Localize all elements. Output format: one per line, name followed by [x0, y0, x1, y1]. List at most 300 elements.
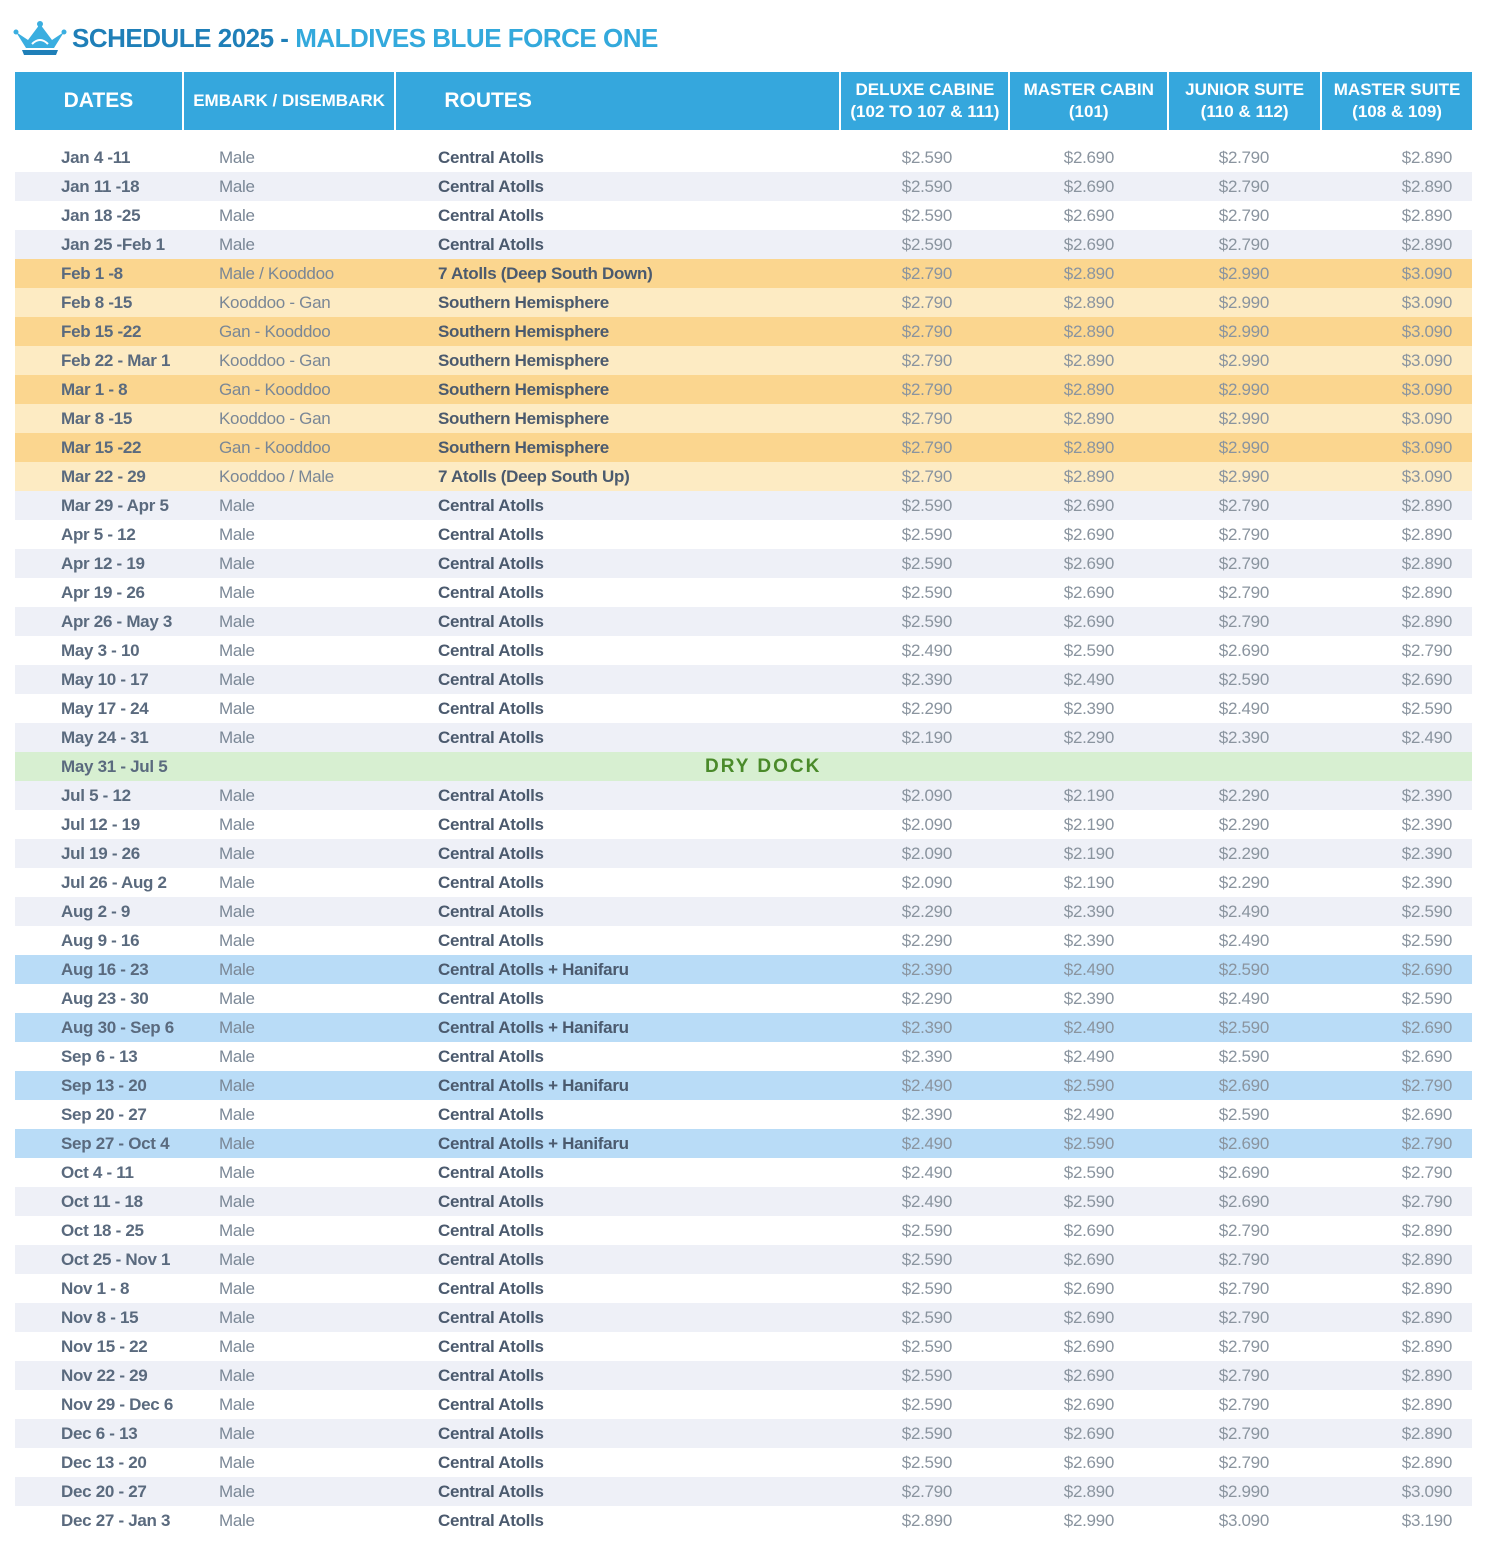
route-cell: Central Atolls [438, 988, 544, 1008]
route-cell: Central Atolls [438, 843, 544, 863]
price-master-cabin-cell: $2.690 [1063, 553, 1114, 573]
header-deluxe [841, 72, 1010, 130]
table-row [15, 1216, 1472, 1245]
price-junior-suite-cell: $2.690 [1218, 1075, 1269, 1095]
route-cell: Southern Hemisphere [438, 292, 609, 312]
embark-cell: Male [219, 611, 255, 631]
price-deluxe-cell: $2.290 [901, 988, 952, 1008]
price-master-suite-cell: $2.890 [1401, 495, 1452, 515]
price-deluxe-cell: $2.590 [901, 205, 952, 225]
date-cell: Mar 8 -15 [61, 408, 133, 428]
header-dates [15, 72, 184, 130]
price-master-cabin-cell: $2.890 [1063, 379, 1114, 399]
table-row [15, 694, 1472, 723]
price-deluxe-cell: $2.790 [901, 292, 952, 312]
date-cell: Apr 12 - 19 [61, 553, 145, 573]
price-deluxe-cell: $2.590 [901, 147, 952, 167]
embark-cell: Kooddoo / Male [219, 466, 334, 486]
price-junior-suite-cell: $2.990 [1218, 321, 1269, 341]
price-junior-suite-cell: $2.990 [1218, 263, 1269, 283]
route-cell: Central Atolls [438, 1365, 544, 1385]
price-junior-suite-cell: $2.790 [1218, 1307, 1269, 1327]
route-cell: Central Atolls [438, 524, 544, 544]
price-deluxe-cell: $2.090 [901, 872, 952, 892]
price-junior-suite-cell: $2.990 [1218, 466, 1269, 486]
price-master-cabin-cell: $2.690 [1063, 524, 1114, 544]
price-deluxe-cell: $2.590 [901, 611, 952, 631]
route-cell: Central Atolls [438, 1336, 544, 1356]
date-cell: Dec 13 - 20 [61, 1452, 147, 1472]
embark-cell: Male [219, 1452, 255, 1472]
table-row [15, 1506, 1472, 1535]
header-routes-label: ROUTES [444, 89, 532, 112]
price-master-suite-cell: $2.890 [1401, 1452, 1452, 1472]
embark-cell: Male [219, 147, 255, 167]
table-row [15, 1071, 1472, 1100]
date-cell: Nov 1 - 8 [61, 1278, 130, 1298]
date-cell: Mar 15 -22 [61, 437, 142, 457]
date-cell: Dec 6 - 13 [61, 1423, 138, 1443]
price-deluxe-cell: $2.290 [901, 698, 952, 718]
price-master-suite-cell: $2.890 [1401, 611, 1452, 631]
date-cell: Dec 27 - Jan 3 [61, 1510, 171, 1530]
price-deluxe-cell: $2.390 [901, 1046, 952, 1066]
price-deluxe-cell: $2.490 [901, 1133, 952, 1153]
price-junior-suite-cell: $2.990 [1218, 408, 1269, 428]
embark-cell: Male [219, 1017, 255, 1037]
header-master-line2: (101) [1068, 102, 1109, 121]
table-row [15, 1013, 1472, 1042]
price-junior-suite-cell: $2.990 [1218, 350, 1269, 370]
price-master-cabin-cell: $2.690 [1063, 147, 1114, 167]
embark-cell: Kooddoo - Gan [219, 408, 331, 428]
header-embark [184, 72, 397, 130]
price-master-suite-cell: $2.590 [1401, 901, 1452, 921]
price-master-suite-cell: $2.790 [1401, 1133, 1452, 1153]
price-master-suite-cell: $2.890 [1401, 1220, 1452, 1240]
route-cell: Central Atolls + Hanifaru [438, 1075, 629, 1095]
price-master-cabin-cell: $2.690 [1063, 1365, 1114, 1385]
price-master-suite-cell: $3.090 [1401, 466, 1452, 486]
route-cell: Central Atolls [438, 1423, 544, 1443]
route-cell: Central Atolls [438, 1481, 544, 1501]
route-cell: Central Atolls + Hanifaru [438, 959, 629, 979]
table-row [15, 375, 1472, 404]
price-master-suite-cell: $2.890 [1401, 1307, 1452, 1327]
embark-cell: Male [219, 698, 255, 718]
date-cell: Sep 13 - 20 [61, 1075, 147, 1095]
table-row [15, 230, 1472, 259]
header-msuite-line1: MASTER SUITE [1333, 80, 1461, 99]
price-junior-suite-cell: $2.790 [1218, 1423, 1269, 1443]
table-row [15, 1042, 1472, 1071]
price-junior-suite-cell: $2.790 [1218, 1394, 1269, 1414]
price-master-suite-cell: $3.090 [1401, 350, 1452, 370]
price-master-cabin-cell: $2.890 [1063, 437, 1114, 457]
price-junior-suite-cell: $2.590 [1218, 1046, 1269, 1066]
embark-cell: Male [219, 1278, 255, 1298]
date-cell: Feb 22 - Mar 1 [61, 350, 171, 370]
price-master-suite-cell: $2.690 [1401, 959, 1452, 979]
date-cell: Apr 26 - May 3 [61, 611, 173, 631]
embark-cell: Male [219, 1365, 255, 1385]
price-deluxe-cell: $2.590 [901, 234, 952, 254]
embark-cell: Male [219, 1075, 255, 1095]
price-junior-suite-cell: $2.790 [1218, 553, 1269, 573]
embark-cell: Male [219, 1336, 255, 1356]
embark-cell: Male [219, 495, 255, 515]
date-cell: Sep 6 - 13 [61, 1046, 138, 1066]
price-deluxe-cell: $2.590 [901, 176, 952, 196]
page-title [72, 23, 658, 54]
table-row [15, 1129, 1472, 1158]
date-cell: Nov 29 - Dec 6 [61, 1394, 174, 1414]
route-cell: 7 Atolls (Deep South Down) [438, 263, 653, 283]
route-cell: Central Atolls [438, 698, 544, 718]
table-row [15, 781, 1472, 810]
header-msuite-line2: (108 & 109) [1352, 102, 1442, 121]
embark-cell: Male [219, 872, 255, 892]
price-master-suite-cell: $2.790 [1401, 1075, 1452, 1095]
price-master-suite-cell: $2.690 [1401, 1046, 1452, 1066]
price-deluxe-cell: $2.590 [901, 1423, 952, 1443]
header-junior-suite [1169, 72, 1322, 130]
price-master-cabin-cell: $2.190 [1063, 872, 1114, 892]
price-master-cabin-cell: $2.390 [1063, 988, 1114, 1008]
date-cell: May 10 - 17 [61, 669, 149, 689]
price-master-suite-cell: $2.690 [1401, 669, 1452, 689]
table-row [15, 433, 1472, 462]
date-cell: Jul 19 - 26 [61, 843, 140, 863]
header-junior-line2: (110 & 112) [1200, 102, 1289, 121]
date-cell: May 24 - 31 [61, 727, 149, 747]
price-junior-suite-cell: $2.990 [1218, 437, 1269, 457]
header-deluxe-line1: DELUXE CABINE [855, 80, 995, 99]
price-master-cabin-cell: $2.490 [1063, 669, 1114, 689]
price-deluxe-cell: $2.190 [901, 727, 952, 747]
table-row [15, 143, 1472, 172]
price-master-cabin-cell: $2.890 [1063, 292, 1114, 312]
date-cell: Jul 12 - 19 [61, 814, 140, 834]
price-junior-suite-cell: $2.790 [1218, 1220, 1269, 1240]
price-junior-suite-cell: $2.690 [1218, 1191, 1269, 1211]
date-cell: Aug 2 - 9 [61, 901, 131, 921]
table-row [15, 665, 1472, 694]
date-cell: Mar 1 - 8 [61, 379, 128, 399]
price-master-suite-cell: $3.090 [1401, 379, 1452, 399]
embark-cell: Male [219, 1104, 255, 1124]
date-cell: Jan 11 -18 [61, 176, 140, 196]
price-junior-suite-cell: $2.990 [1218, 379, 1269, 399]
price-junior-suite-cell: $2.790 [1218, 1278, 1269, 1298]
embark-cell: Gan - Kooddoo [219, 321, 331, 341]
date-cell: Aug 23 - 30 [61, 988, 149, 1008]
price-master-cabin-cell: $2.690 [1063, 495, 1114, 515]
price-junior-suite-cell: $2.790 [1218, 1336, 1269, 1356]
price-deluxe-cell: $2.290 [901, 901, 952, 921]
table-row [15, 201, 1472, 230]
embark-cell: Male / Kooddoo [219, 263, 334, 283]
price-junior-suite-cell: $2.790 [1218, 1249, 1269, 1269]
price-master-suite-cell: $2.890 [1401, 205, 1452, 225]
price-master-suite-cell: $3.190 [1401, 1510, 1452, 1530]
price-master-cabin-cell: $2.890 [1063, 321, 1114, 341]
date-cell: Sep 27 - Oct 4 [61, 1133, 170, 1153]
price-junior-suite-cell: $2.790 [1218, 234, 1269, 254]
route-cell: Central Atolls [438, 611, 544, 631]
embark-cell: Male [219, 1510, 255, 1530]
route-cell: Central Atolls [438, 1307, 544, 1327]
table-row [15, 549, 1472, 578]
price-master-suite-cell: $2.690 [1401, 1017, 1452, 1037]
embark-cell: Male [219, 524, 255, 544]
embark-cell: Male [219, 843, 255, 863]
price-master-suite-cell: $3.090 [1401, 437, 1452, 457]
price-deluxe-cell: $2.490 [901, 1162, 952, 1182]
price-master-cabin-cell: $2.690 [1063, 1452, 1114, 1472]
price-deluxe-cell: $2.590 [901, 553, 952, 573]
price-master-cabin-cell: $2.690 [1063, 1278, 1114, 1298]
header-dates-label: DATES [63, 89, 134, 112]
embark-cell: Male [219, 1191, 255, 1211]
table-row [15, 259, 1472, 288]
price-master-cabin-cell: $2.690 [1063, 1423, 1114, 1443]
date-cell: Mar 29 - Apr 5 [61, 495, 169, 515]
crown-logo-icon [12, 18, 68, 58]
route-cell: Central Atolls [438, 872, 544, 892]
embark-cell: Male [219, 1133, 255, 1153]
price-master-cabin-cell: $2.690 [1063, 1394, 1114, 1414]
date-cell: Oct 18 - 25 [61, 1220, 144, 1240]
date-cell: Aug 16 - 23 [61, 959, 149, 979]
date-cell: Jan 4 -11 [61, 147, 131, 167]
price-master-cabin-cell: $2.490 [1063, 1046, 1114, 1066]
date-cell: May 3 - 10 [61, 640, 140, 660]
price-master-cabin-cell: $2.590 [1063, 1191, 1114, 1211]
route-cell: Southern Hemisphere [438, 350, 609, 370]
price-master-suite-cell: $3.090 [1401, 1481, 1452, 1501]
price-junior-suite-cell: $2.690 [1218, 1162, 1269, 1182]
price-master-cabin-cell: $2.690 [1063, 1220, 1114, 1240]
embark-cell: Male [219, 930, 255, 950]
embark-cell: Male [219, 1046, 255, 1066]
embark-cell: Male [219, 727, 255, 747]
price-junior-suite-cell: $2.790 [1218, 524, 1269, 544]
date-cell: Feb 8 -15 [61, 292, 132, 312]
price-deluxe-cell: $2.090 [901, 814, 952, 834]
price-master-cabin-cell: $2.190 [1063, 843, 1114, 863]
embark-cell: Male [219, 234, 255, 254]
header-deluxe-line2: (102 TO 107 & 111) [850, 102, 1000, 121]
price-junior-suite-cell: $2.790 [1218, 582, 1269, 602]
embark-cell: Male [219, 1162, 255, 1182]
embark-cell: Male [219, 959, 255, 979]
route-cell: Central Atolls [438, 176, 544, 196]
price-master-cabin-cell: $2.590 [1063, 1133, 1114, 1153]
date-cell: Oct 25 - Nov 1 [61, 1249, 171, 1269]
price-master-suite-cell: $2.590 [1401, 988, 1452, 1008]
date-cell: Jul 26 - Aug 2 [61, 872, 167, 892]
embark-cell: Male [219, 988, 255, 1008]
price-deluxe-cell: $2.090 [901, 785, 952, 805]
price-deluxe-cell: $2.590 [901, 1278, 952, 1298]
embark-cell: Male [219, 1481, 255, 1501]
price-master-cabin-cell: $2.690 [1063, 1307, 1114, 1327]
date-cell: Jan 18 -25 [61, 205, 141, 225]
price-junior-suite-cell: $2.990 [1218, 292, 1269, 312]
embark-cell: Male [219, 582, 255, 602]
price-master-cabin-cell: $2.190 [1063, 814, 1114, 834]
price-master-cabin-cell: $2.690 [1063, 611, 1114, 631]
price-junior-suite-cell: $2.290 [1218, 843, 1269, 863]
table-row [15, 636, 1472, 665]
date-cell: Jul 5 - 12 [61, 785, 131, 805]
table-row [15, 317, 1472, 346]
route-cell: Central Atolls [438, 147, 544, 167]
price-junior-suite-cell: $2.790 [1218, 176, 1269, 196]
route-cell: Southern Hemisphere [438, 408, 609, 428]
date-cell: Sep 20 - 27 [61, 1104, 147, 1124]
price-master-suite-cell: $3.090 [1401, 408, 1452, 428]
price-master-suite-cell: $2.890 [1401, 147, 1452, 167]
price-junior-suite-cell: $2.690 [1218, 1133, 1269, 1153]
price-master-cabin-cell: $2.690 [1063, 582, 1114, 602]
schedule-table [15, 72, 1472, 1535]
table-row [15, 1187, 1472, 1216]
price-deluxe-cell: $2.590 [901, 495, 952, 515]
table-row [15, 1390, 1472, 1419]
price-junior-suite-cell: $2.790 [1218, 495, 1269, 515]
price-deluxe-cell: $2.090 [901, 843, 952, 863]
table-row [15, 172, 1472, 201]
price-master-suite-cell: $2.790 [1401, 640, 1452, 660]
price-junior-suite-cell: $2.590 [1218, 959, 1269, 979]
table-row [15, 288, 1472, 317]
header-master-line1: MASTER CABIN [1023, 80, 1154, 99]
table-row [15, 955, 1472, 984]
title-schedule: SCHEDULE 2025 - [72, 22, 289, 53]
title-ship: MALDIVES BLUE FORCE ONE [288, 22, 658, 53]
route-cell: Central Atolls [438, 582, 544, 602]
table-body [15, 143, 1472, 1535]
price-deluxe-cell: $2.590 [901, 582, 952, 602]
price-junior-suite-cell: $2.590 [1218, 669, 1269, 689]
route-cell: Central Atolls [438, 727, 544, 747]
embark-cell: Male [219, 814, 255, 834]
date-cell: Apr 5 - 12 [61, 524, 136, 544]
route-cell: Southern Hemisphere [438, 379, 609, 399]
header-embark-label: EMBARK / DISEMBARK [193, 91, 385, 110]
price-master-suite-cell: $3.090 [1401, 292, 1452, 312]
price-deluxe-cell: $2.490 [901, 1191, 952, 1211]
table-row [15, 1361, 1472, 1390]
price-junior-suite-cell: $2.590 [1218, 1017, 1269, 1037]
price-deluxe-cell: $2.790 [901, 263, 952, 283]
price-master-cabin-cell: $2.890 [1063, 408, 1114, 428]
embark-cell: Gan - Kooddoo [219, 379, 331, 399]
embark-cell: Male [219, 1394, 255, 1414]
price-master-cabin-cell: $2.890 [1063, 350, 1114, 370]
price-deluxe-cell: $2.490 [901, 640, 952, 660]
price-deluxe-cell: $2.390 [901, 959, 952, 979]
price-junior-suite-cell: $2.990 [1218, 1481, 1269, 1501]
table-row [15, 578, 1472, 607]
price-master-cabin-cell: $2.590 [1063, 1075, 1114, 1095]
route-cell: Central Atolls [438, 1452, 544, 1472]
route-cell: Central Atolls [438, 785, 544, 805]
route-cell: Central Atolls [438, 1046, 544, 1066]
date-cell: Aug 9 - 16 [61, 930, 140, 950]
price-master-suite-cell: $3.090 [1401, 321, 1452, 341]
date-cell: Feb 15 -22 [61, 321, 142, 341]
price-master-cabin-cell: $2.490 [1063, 959, 1114, 979]
route-cell: Central Atolls [438, 1104, 544, 1124]
route-cell: Central Atolls [438, 495, 544, 515]
table-row [15, 1245, 1472, 1274]
embark-cell: Male [219, 205, 255, 225]
price-master-suite-cell: $2.890 [1401, 176, 1452, 196]
price-master-cabin-cell: $2.690 [1063, 1249, 1114, 1269]
price-master-suite-cell: $2.890 [1401, 1249, 1452, 1269]
price-master-suite-cell: $2.390 [1401, 843, 1452, 863]
price-junior-suite-cell: $2.290 [1218, 872, 1269, 892]
price-deluxe-cell: $2.590 [901, 524, 952, 544]
route-cell: Central Atolls [438, 1278, 544, 1298]
dry-dock-label: DRY DOCK [705, 755, 822, 777]
price-deluxe-cell: $2.590 [901, 1307, 952, 1327]
price-master-suite-cell: $2.890 [1401, 1423, 1452, 1443]
price-deluxe-cell: $2.390 [901, 669, 952, 689]
date-cell: Oct 11 - 18 [61, 1191, 143, 1211]
table-row [15, 1477, 1472, 1506]
embark-cell: Gan - Kooddoo [219, 437, 331, 457]
table-row [15, 1274, 1472, 1303]
table-row [15, 346, 1472, 375]
route-cell: Central Atolls [438, 669, 544, 689]
price-deluxe-cell: $2.590 [901, 1220, 952, 1240]
price-master-cabin-cell: $2.290 [1063, 727, 1114, 747]
table-row [15, 1158, 1472, 1187]
price-master-suite-cell: $2.390 [1401, 872, 1452, 892]
embark-cell: Kooddoo - Gan [219, 350, 331, 370]
table-row [15, 839, 1472, 868]
price-master-cabin-cell: $2.690 [1063, 176, 1114, 196]
price-master-cabin-cell: $2.690 [1063, 1336, 1114, 1356]
title-bar [12, 14, 658, 62]
price-master-suite-cell: $2.890 [1401, 234, 1452, 254]
table-row [15, 462, 1472, 491]
price-master-cabin-cell: $2.890 [1063, 466, 1114, 486]
table-row [15, 810, 1472, 839]
date-cell: Nov 22 - 29 [61, 1365, 148, 1385]
price-master-suite-cell: $2.390 [1401, 814, 1452, 834]
price-deluxe-cell: $2.790 [901, 1481, 952, 1501]
route-cell: Southern Hemisphere [438, 437, 609, 457]
price-master-cabin-cell: $2.690 [1063, 234, 1114, 254]
table-row [15, 868, 1472, 897]
date-cell: Aug 30 - Sep 6 [61, 1017, 174, 1037]
price-master-suite-cell: $3.090 [1401, 263, 1452, 283]
price-master-suite-cell: $2.590 [1401, 930, 1452, 950]
route-cell: Central Atolls [438, 205, 544, 225]
header-master-suite [1322, 72, 1472, 130]
date-cell: May 31 - Jul 5 [61, 756, 168, 776]
price-master-cabin-cell: $2.190 [1063, 785, 1114, 805]
price-master-cabin-cell: $2.490 [1063, 1017, 1114, 1037]
route-cell: Central Atolls [438, 1220, 544, 1240]
price-master-suite-cell: $2.790 [1401, 1162, 1452, 1182]
embark-cell: Male [219, 553, 255, 573]
